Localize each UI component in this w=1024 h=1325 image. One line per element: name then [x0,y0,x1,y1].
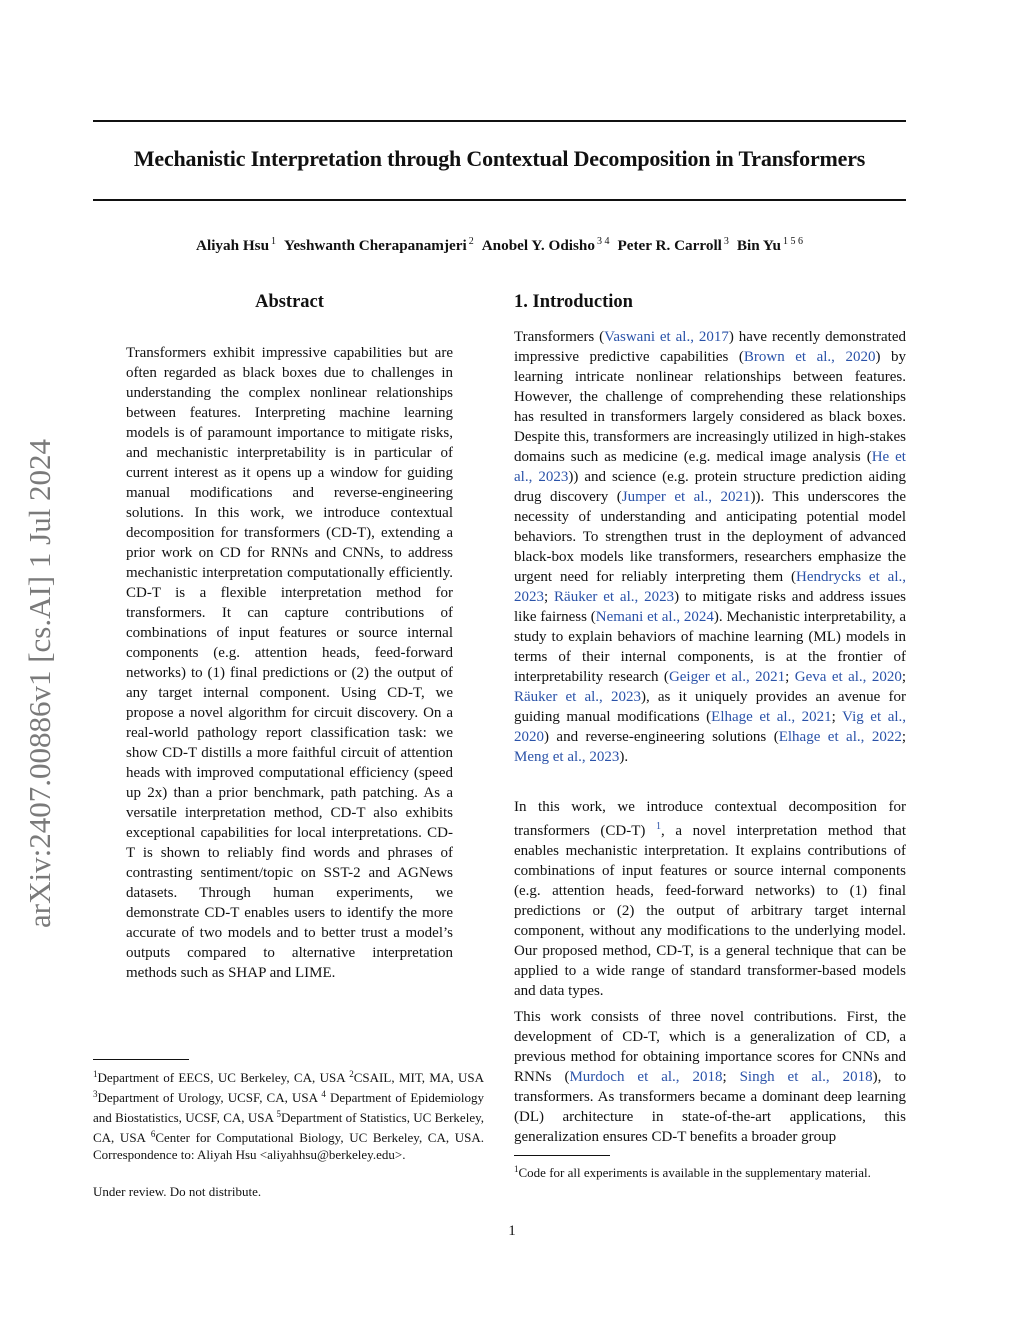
author-list [93,236,906,255]
page-number: 1 [508,1223,516,1239]
citation-link[interactable]: Elhage et al., 2022 [778,729,902,745]
title-top-rule [93,120,906,122]
author-affiliation-mark: 3 [723,236,729,247]
citation-link[interactable]: Elhage et al., 2021 [711,709,832,725]
paragraph-text: ), to transformers. As transformers became a dominant deep learning (DL) architecture in state-of-the-art applications, this generalization ensures CD-T benefits a broader group [514,1069,906,1145]
citation-link[interactable]: Meng et al., 2023 [514,749,620,765]
author-name: Peter R. Carroll $^3$ [617,236,729,254]
code-footnote: $^1$Code for all experiments is available in the supplementary material. [514,1164,871,1180]
citation-link[interactable]: Murdoch et al., 2018 [569,1069,723,1085]
paragraph-text: ) and reverse-engineering solutions ( [544,729,779,745]
intro-paragraph-3 [514,1007,906,1147]
footnote-rule-left [93,1059,189,1060]
paragraph-text: Transformers ( [514,329,605,345]
paragraph-text: ) have recently demonstrated impressive predictive capabilities ( [514,329,906,365]
paragraph-text: ), as it uniquely provides an avenue for guiding manual modifications ( [514,689,906,725]
paragraph-text: ; [785,669,795,685]
footnote-ref[interactable]: 1 [655,821,661,832]
paragraph-text: )) and science (e.g. protein structure prediction aiding drug discovery ( [514,469,906,505]
citation-link[interactable]: He et al., 2023 [514,449,906,485]
citation-link[interactable]: Brown et al., 2020 [743,349,876,365]
footnote-rule-right [514,1155,610,1156]
citation-link[interactable]: Vaswani et al., 2017 [604,329,729,345]
paragraph-text: ; [831,709,843,725]
paper-title: Mechanistic Interpretation through Contextual Decomposition in Transformers [133,146,866,171]
paragraph-text: ; [722,1069,740,1085]
paragraph-text: ) to mitigate risks and address issues like fairness ( [514,589,907,625]
citation-link[interactable]: Räuker et al., 2023 [554,589,675,605]
author-name: Bin Yu $^{1 5 6}$ [736,236,803,254]
citation-link[interactable]: Hendrycks et al., 2023 [514,569,906,605]
title-bottom-rule [93,199,906,201]
author-affiliation-mark: 3 4 [596,236,610,247]
author-affiliation-mark: 1 5 6 [782,236,803,247]
citation-link[interactable]: Singh et al., 2018 [739,1069,873,1085]
introduction-heading: 1. Introduction [514,292,633,312]
paragraph-text: ; [901,729,906,745]
intro-paragraph-2: In this work, we introduce contextual decomposition for transformers (CD-T) $^1$, a novel interpretation method that enables mechanistic interpretation. It explains contributions of combinations of input features or source internal components (e.g. attention heads, feed-forward networks) to (1) final predictions or (2) the output of arbitrary target internal component, without any modifications to the underlying model. Our proposed method, CD-T, is a general technique that can be applied to a wide range of standard transformer-based models and data types. [514,799,906,999]
paragraph-text: ; [901,669,906,685]
citation-link[interactable]: Geva et al., 2020 [794,669,902,685]
paragraph-text: ; [544,589,555,605]
abstract-text: Transformers exhibit impressive capabilities but are often regarded as black boxes due to challenges in understanding the complex nonlinear relationships between features. Interpreting machine learning models is of paramount importance to mitigate risks, and mechanistic interpretability is in particular of current interest as it opens up a window for guiding manual modifications and reverse-engineering solutions. In this work, we introduce contextual decomposition for transformers (CD-T), extending a prior work on CD for RNNs and CNNs, to address mechanistic interpretation computationally efficiently. CD-T is a flexible interpretation method for transformers. It can capture contributions of combinations of input features or source internal components (e.g. attention heads, feed-forward networks) to (1) final predictions or (2) the output of any target internal component. Using CD-T, we propose a novel algorithm for circuit discovery. On a real-world pathology report classification task: we show CD-T distills a more faithful circuit of attention heads with improved computational efficiency (speed up 2x) than a prior benchmark, path patching. As a versatile interpretation method, CD-T also exhibits exceptional capabilities for local interpretations. CD-T is shown to reliably find words and phrases of contrasting sentiment/topic on SST-2 and AGNews datasets. Through human experiments, we demonstrate CD-T enables users to identify the more accurate of two models and to better trust a model’s outputs compared to alternative interpretation methods such as SHAP and LIME. [126,345,453,981]
arxiv-stamp[interactable]: arXiv:2407.00886v1 [cs.AI] 1 Jul 2024 [22,438,57,928]
paragraph-text: ). Mechanistic interpretability, a study to explain behaviors of machine learning (ML) models in terms of their internal components, is at the frontier of interpretability research ( [514,609,907,685]
author-affiliation-mark: 1 [271,236,277,247]
paragraph-text: ) by learning intricate nonlinear relationships between features. However, the challenge of comprehending these relationships has resulted in transformers largely considered as black boxes. Despite this, transformers are increasingly utilized in high-stakes domains such as medicine (e.g. medical image analysis ( [514,349,906,465]
review-note: Under review. Do not distribute. [93,1184,262,1199]
author-affiliation-mark: 2 [468,236,474,247]
citation-link[interactable]: Nemani et al., 2024 [595,609,714,625]
citation-link[interactable]: Geiger et al., 2021 [668,669,786,685]
intro-paragraph-1 [514,327,906,767]
author-name: Anobel Y. Odisho $^{3 4}$ [481,236,610,254]
author-name: Aliyah Hsu $^1$ [196,236,277,254]
paragraph-text: ). [619,749,629,765]
citation-link[interactable]: Jumper et al., 2021 [621,489,751,505]
paragraph-text: )). This underscores the necessity of understanding and anticipating potential model behaviors. To strengthen trust in the deployment of advanced black-box models like transformers, researchers emphasize the urgent need for reliably interpreting them ( [514,489,906,585]
affiliations-footnote: $^1$Department of EECS, UC Berkeley, CA, USA $^2$CSAIL, MIT, MA, USA $^3$Department of Urology, UCSF, CA, USA $^4$ Department of Epidemiology and Biostatistics, UCSF, CA, USA $^5$Department of Statistics, UC Berkeley, CA, USA $^6$Center for Computational Biology, UC Berkeley, CA, USA. Correspondence to: Aliyah Hsu <aliyahhsu@berkeley.edu>. [93,1069,484,1162]
paragraph-text: This work consists of three novel contributions. First, the development of CD-T, which is a generalization of CD, a previous method for obtaining importance scores for CNNs and RNNs ( [514,1009,906,1085]
abstract-heading: Abstract [255,292,324,312]
citation-link[interactable]: Vig et al., 2020 [514,709,907,745]
author-name: Yeshwanth Cherapanamjeri $^2$ [284,236,474,254]
citation-link[interactable]: Räuker et al., 2023 [514,689,641,705]
